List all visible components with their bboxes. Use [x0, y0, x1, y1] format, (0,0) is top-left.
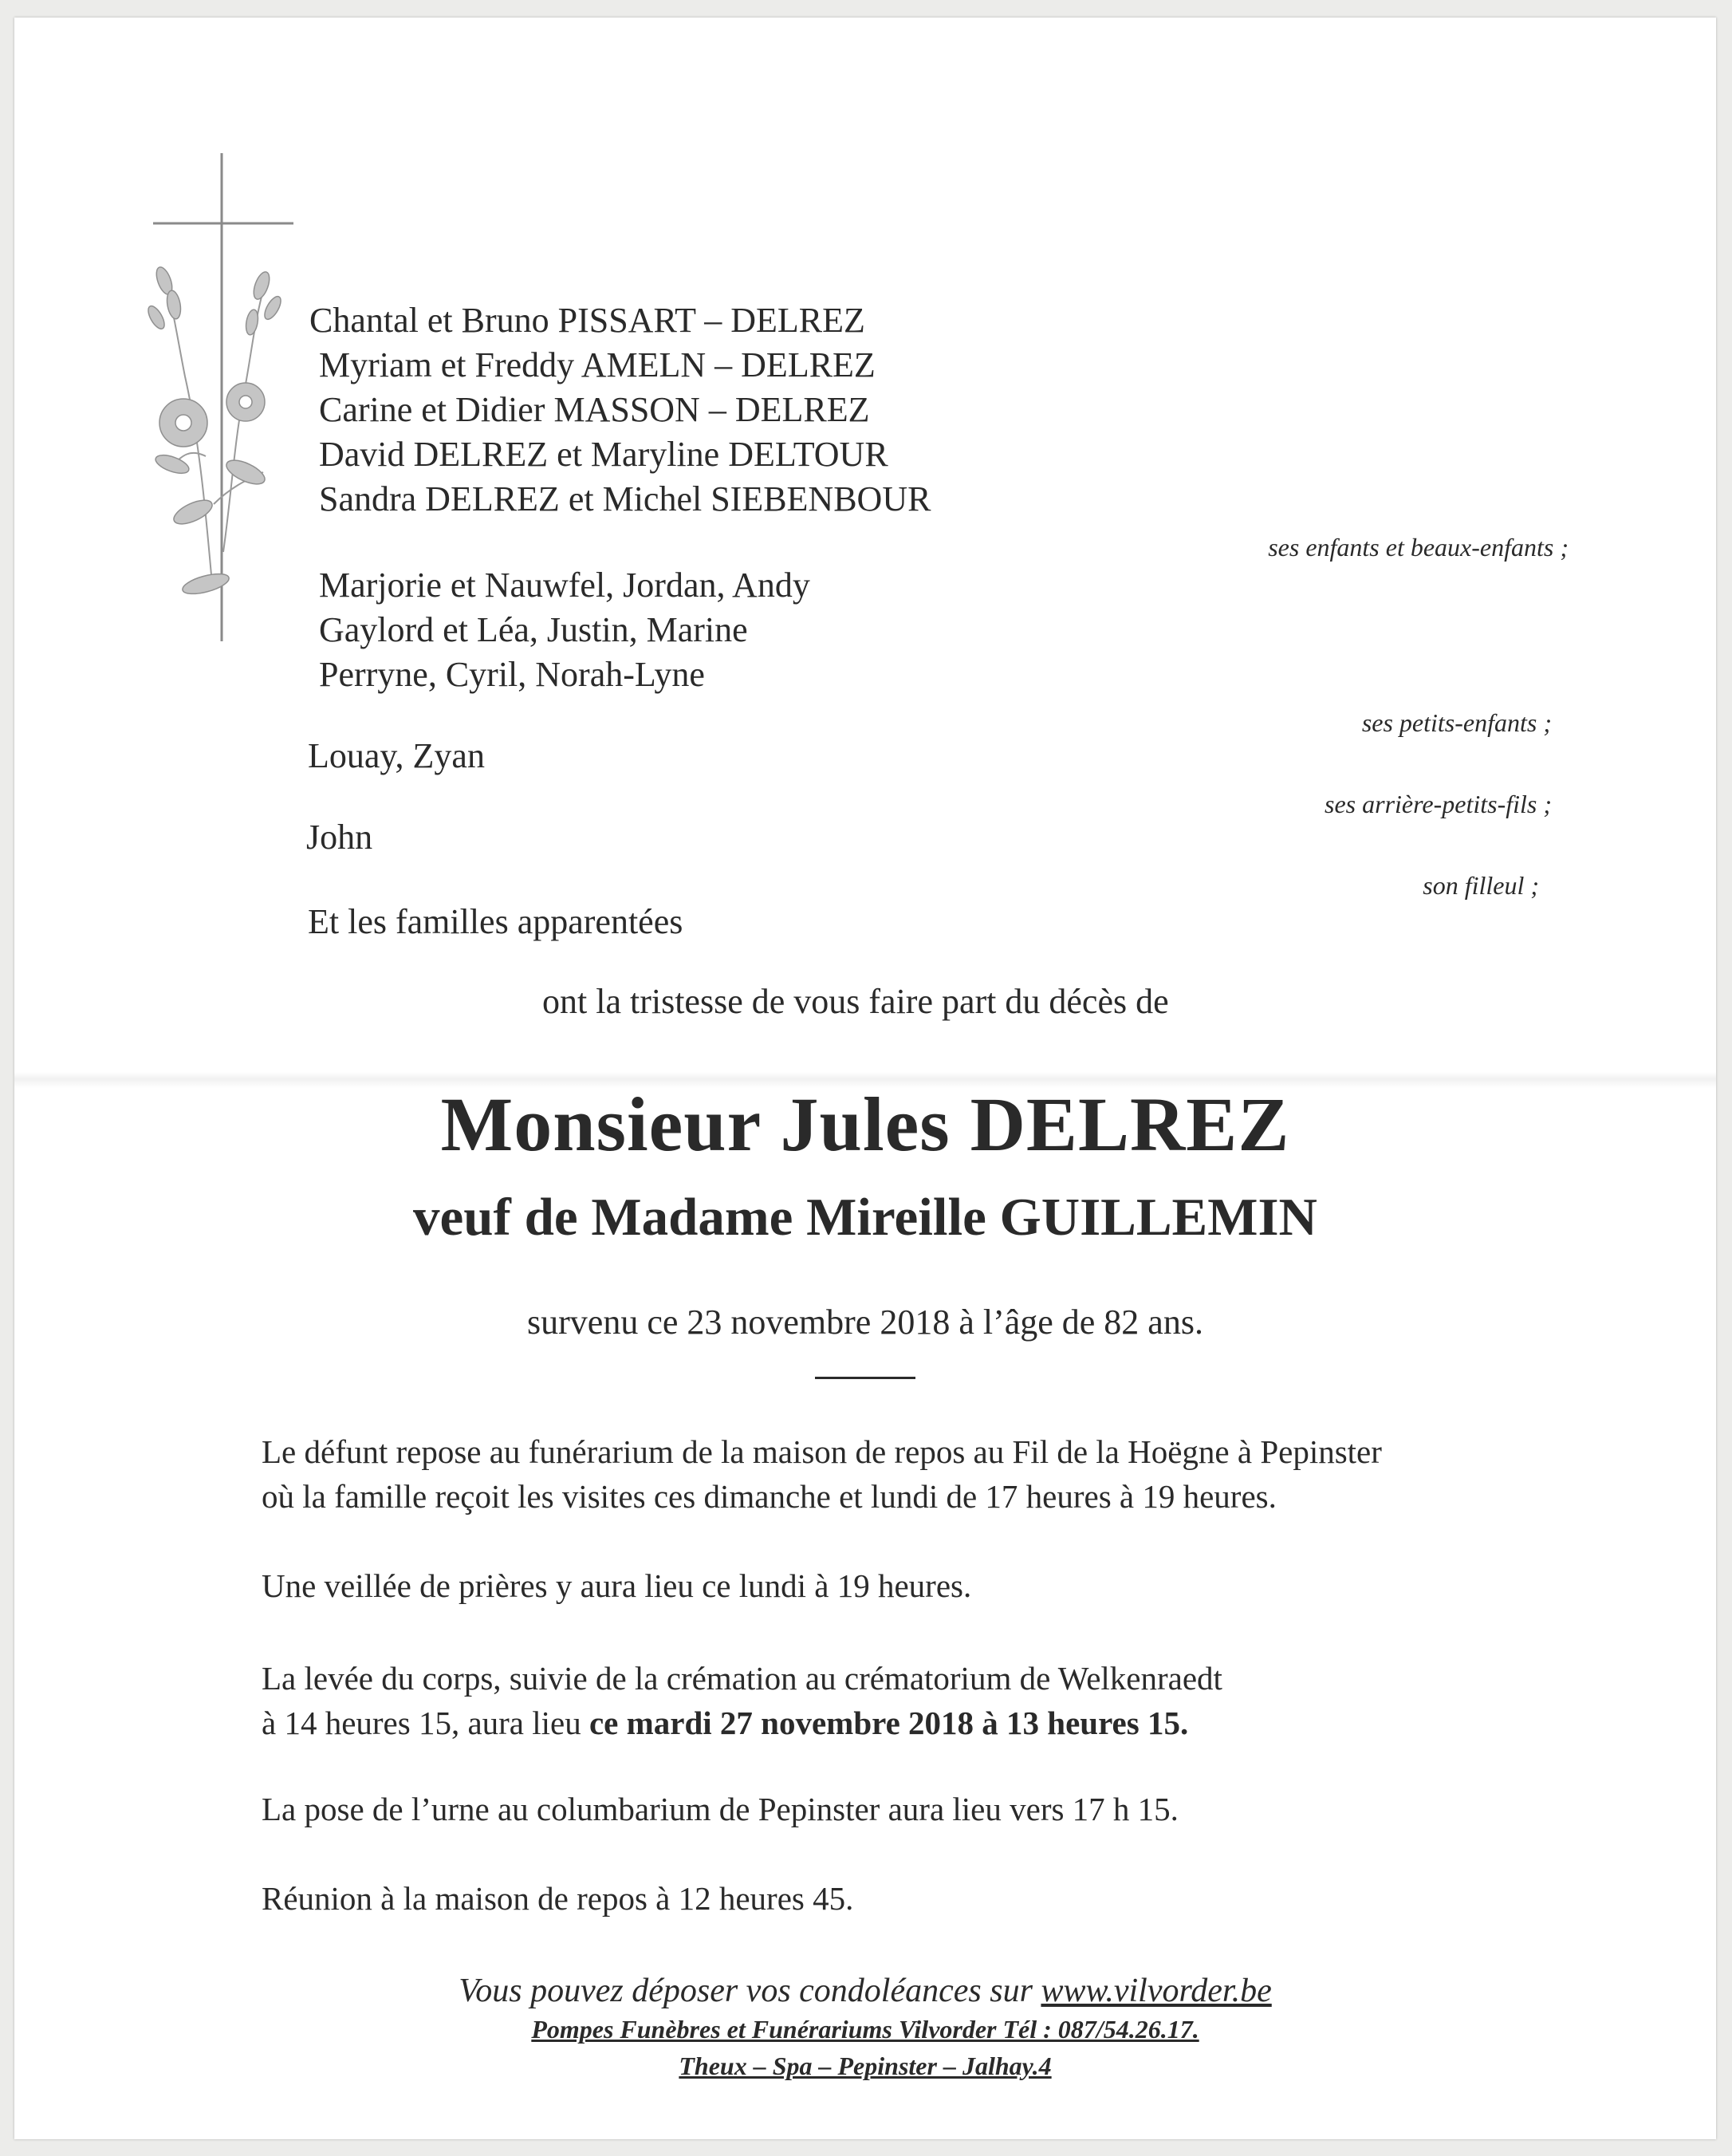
grandchildren-label: ses petits-enfants ; [1361, 708, 1552, 737]
separator [815, 1377, 915, 1379]
paragraph-wake [262, 1429, 1382, 1519]
website-link[interactable]: www.vilvorder.be [1041, 1973, 1272, 2009]
family-line: Carine et Didier MASSON – DELREZ [319, 390, 870, 429]
condolences-text: Vous pouvez déposer vos condoléances sur [459, 1973, 1041, 2009]
paragraph-ceremony [262, 1656, 1222, 1745]
condolences-line [14, 1972, 1716, 2010]
paragraph-meeting: Réunion à la maison de repos à 12 heures 45. [262, 1880, 854, 1917]
company-line: Pompes Funèbres et Funérariums Vilvorder Tél : 087/54.26.17. [531, 2015, 1199, 2044]
godson-label: son filleul ; [1423, 871, 1539, 900]
godson: John [306, 818, 373, 857]
children-label: ses enfants et beaux-enfants ; [1268, 533, 1569, 562]
relatives: Et les familles apparentées [308, 902, 683, 941]
obituary-page [14, 18, 1716, 2139]
great-grandchildren: Louay, Zyan [308, 736, 485, 775]
family-line: Sandra DELREZ et Michel SIEBENBOUR [319, 479, 931, 518]
ceremony-date: ce mardi 27 novembre 2018 à 13 heures 15. [588, 1705, 1189, 1741]
death-info: survenu ce 23 novembre 2018 à l’âge de 82 ans. [527, 1303, 1203, 1342]
grandchildren-list [319, 563, 810, 697]
paragraph-urn: La pose de l’urne au columbarium de Pepinster aura lieu vers 17 h 15. [262, 1791, 1179, 1827]
grandchild-line: Gaylord et Léa, Justin, Marine [319, 610, 748, 649]
grandchild-line: Marjorie et Nauwfel, Jordan, Andy [319, 566, 810, 605]
paragraph-line: La levée du corps, suivie de la crémation au crématorium de Welkenraedt [262, 1660, 1222, 1697]
paragraph-line: où la famille reçoit les visites ces dimanche et lundi de 17 heures à 19 heures. [262, 1478, 1277, 1515]
family-line: Myriam et Freddy AMELN – DELREZ [319, 345, 876, 384]
family-line: Chantal et Bruno PISSART – DELREZ [309, 301, 865, 340]
announcement: ont la tristesse de vous faire part du décès de [542, 982, 1169, 1021]
locations-line: Theux – Spa – Pepinster – Jalhay.4 [679, 2052, 1052, 2080]
family-list [309, 298, 931, 522]
cross-flower-icon [126, 137, 333, 648]
family-line: David DELREZ et Maryline DELTOUR [319, 435, 888, 474]
great-grandchildren-label: ses arrière-petits-fils ; [1325, 790, 1552, 818]
widower-of: veuf de Madame Mireille GUILLEMIN [413, 1188, 1317, 1247]
paragraph-line [262, 1701, 1222, 1745]
deceased-name: Monsieur Jules DELREZ [440, 1082, 1290, 1167]
paragraph-prayer: Une veillée de prières y aura lieu ce lundi à 19 heures. [262, 1567, 972, 1604]
grandchild-line: Perryne, Cyril, Norah-Lyne [319, 655, 705, 694]
paragraph-line: Le défunt repose au funérarium de la maison de repos au Fil de la Hoëgne à Pepinster [262, 1433, 1382, 1470]
ceremony-text: à 14 heures 15, aura lieu [262, 1705, 589, 1741]
